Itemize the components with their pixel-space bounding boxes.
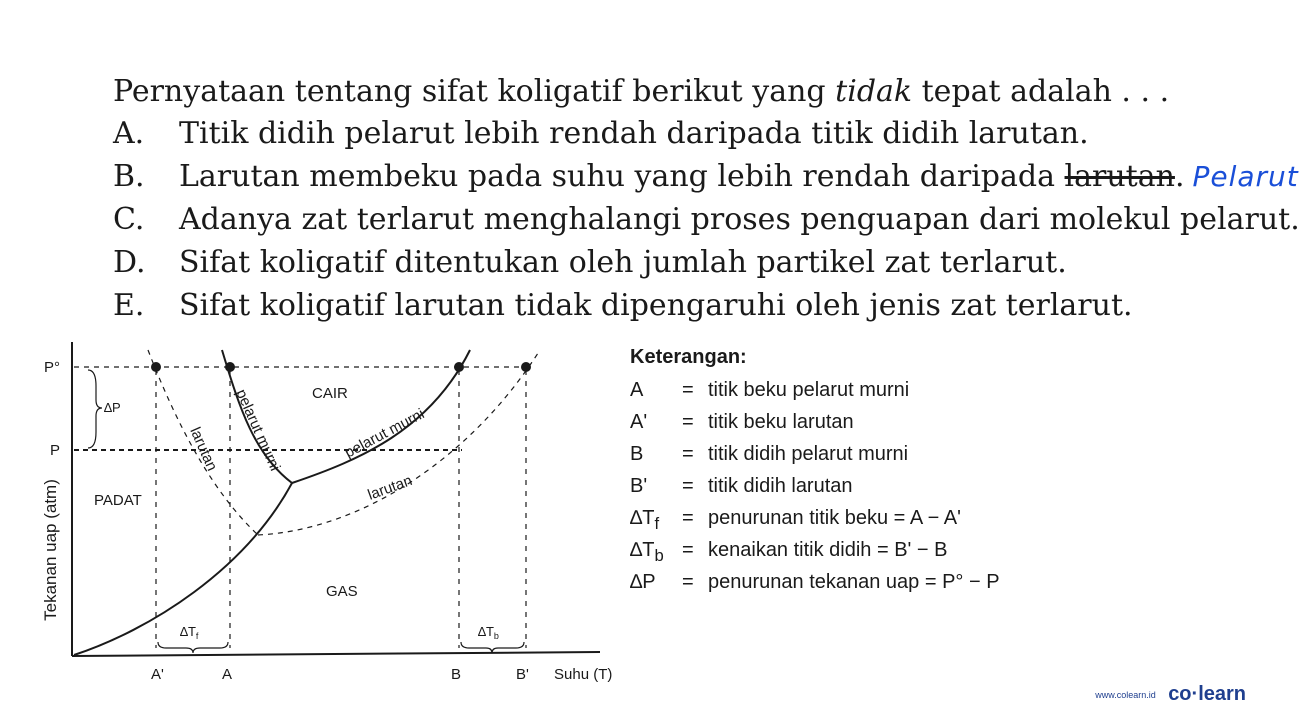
tick-a: A [222,666,233,683]
option-letter: C. [113,202,145,237]
region-solid: PADAT [94,492,142,509]
tick-p: P [50,442,61,459]
delta-tf-brace [158,642,228,653]
legend-text: titik beku pelarut murni [708,379,910,401]
option-letter: A. [113,116,145,151]
legend-text: kenaikan titik didih = B' − B [708,539,948,561]
region-gas: GAS [326,583,358,600]
tick-p0: P° [44,359,61,376]
tick-a-prime: A' [151,666,164,683]
legend-symbol: ∆P [630,571,656,593]
option-letter: E. [113,288,145,323]
point-b [454,362,464,372]
option-text: Sifat koligatif ditentukan oleh jumlah partikel zat terlarut. [179,245,1067,280]
region-liquid: CAIR [312,385,348,402]
legend-row: B = titik didih pelarut murni [630,438,1000,470]
vapor-curve-pure-solvent [292,350,470,483]
tick-b: B [451,666,462,683]
legend-row: $\Delta T_b$ = kenaikan titik didih = B' − B [630,534,1000,566]
phase-diagram [0,330,620,690]
legend-title: Keterangan: [630,346,747,368]
option-letter: D. [113,245,146,280]
option-text: Sifat koligatif larutan tidak dipengaruhi oleh jenis zat terlarut. [179,288,1133,323]
point-a [225,362,235,372]
label-fusion-pure: pelarut murni [232,386,284,474]
option-a[interactable] [113,112,1233,155]
legend-text: penurunan tekanan uap = P° − P [708,571,1000,593]
x-axis [72,652,600,656]
question-stem [113,72,1233,112]
legend-row: A = titik beku pelarut murni [630,374,1000,406]
legend-symbol: A [630,379,644,401]
y-axis-label: Tekanan uap (atm) [41,479,60,621]
tick-b-prime: B' [516,666,529,683]
legend-row: A' = titik beku larutan [630,406,1000,438]
legend-symbol: $\Delta T_f$ [630,507,660,533]
legend-row: B' = titik didih larutan [630,470,1000,502]
legend-text: titik didih larutan [708,475,853,497]
legend-text: titik didih pelarut murni [708,443,909,465]
legend-row: $\Delta T_f$ = penurunan titik beku = A − A' [630,502,1000,534]
delta-tb-label: $\Delta T_b$ [478,624,499,641]
legend-symbol: A' [630,411,648,433]
legend [630,340,1000,598]
legend-row: ∆P = penurunan tekanan uap = P° − P [630,566,1000,598]
label-vapor-pure: pelarut murni [341,405,428,462]
brand-url: www.colearn.id [1095,689,1156,700]
option-text: Larutan membeku pada suhu yang lebih rendah daripada [179,159,1065,194]
stem-italic-word: tidak [835,74,913,109]
x-axis-label: Suhu (T) [554,666,613,683]
label-vapor-solution: larutan [365,472,415,504]
legend-text: titik beku larutan [708,411,854,433]
legend-text: penurunan titik beku = A − A' [708,507,961,529]
vapor-curve-solution [258,350,540,535]
legend-symbol: B' [630,475,648,497]
label-fusion-solution: larutan [186,424,221,474]
option-b[interactable] [113,155,1299,198]
option-text: Adanya zat terlarut menghalangi proses penguapan dari molekul pelarut. [179,202,1300,237]
option-letter: B. [113,159,145,194]
point-a-prime [151,362,161,372]
stem-text-end: tepat adalah . . . [912,74,1170,109]
option-c[interactable] [113,198,1300,241]
legend-symbol: B [630,443,644,465]
option-e[interactable] [113,284,1233,327]
option-text: Titik didih pelarut lebih rendah daripada titik didih larutan. [179,116,1089,151]
struck-word: larutan [1064,159,1175,194]
delta-p-label: ∆P [104,400,121,415]
point-b-prime [521,362,531,372]
option-punct: . [1174,159,1185,194]
option-d[interactable] [113,241,1233,284]
brand-watermark [1095,683,1246,706]
stem-text: Pernyataan tentang sifat koligatif berikut yang [113,74,836,109]
handwritten-correction: Pelarut [1192,160,1299,193]
delta-p-brace [88,370,102,448]
brand-logo: co·learn [1168,683,1246,705]
question-block [113,72,1300,327]
delta-tb-brace [461,642,524,653]
legend-symbol: $\Delta T_b$ [630,539,664,565]
delta-tf-label: $\Delta T_f$ [180,624,199,641]
